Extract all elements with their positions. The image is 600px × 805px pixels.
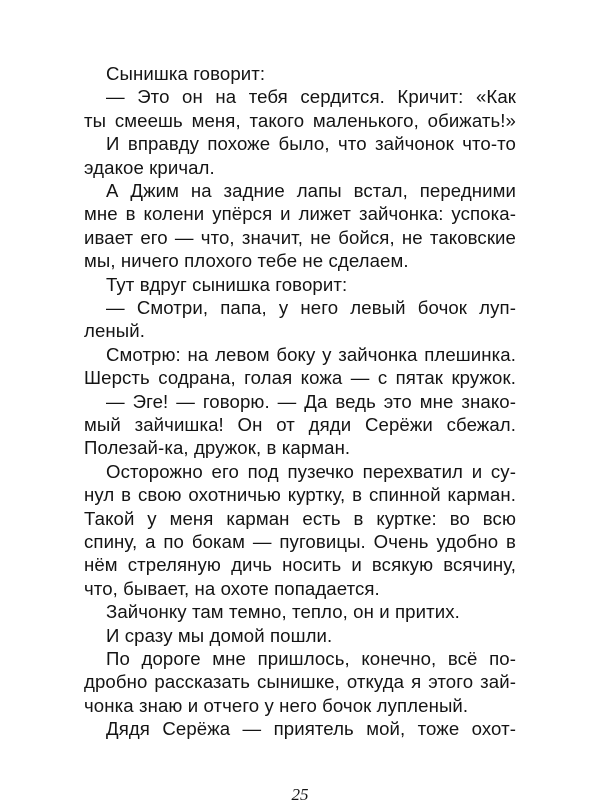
text-line: Тут вдруг сынишка говорит: — [106, 273, 348, 295]
text-line: — Это он на тебя сердится. Кричит: «Как — [106, 86, 516, 108]
text-line: И вправду похоже было, что зайчонок что-то — [106, 133, 516, 155]
text-line: Шерсть содрана, голая кожа — с пятак кружок. — [84, 367, 516, 389]
text-line: — Эге! — говорю. — Да ведь это мне знако- — [106, 390, 516, 412]
text-line: дробно рассказать сынишке, откуда я этого зай- — [84, 671, 516, 693]
text-line: мый зайчишка! Он от дяди Серёжи сбежал. — [84, 414, 516, 435]
text-line: Дядя Серёжа — приятель мой, тоже охот- — [106, 718, 516, 740]
text-line: По дороге мне пришлось, конечно, всё по- — [106, 648, 516, 669]
text-line: Зайчонку там темно, тепло, он и притих. — [106, 601, 460, 623]
text-line: эдакое кричал. — [84, 156, 215, 178]
text-line: мы, ничего плохого тебе не сделаем. — [84, 250, 409, 272]
text-line: леный. — [84, 320, 145, 342]
text-line: А Джим на задние лапы встал, передними — [106, 180, 516, 201]
text-line: ты смеешь меня, такого маленького, обижать!» — [84, 109, 516, 131]
text-line: чонка знаю и отчего у него бочок лупленый. — [84, 694, 469, 716]
text-line: спину, а по бокам — пуговицы. Очень удобно в — [84, 531, 516, 552]
text-line: Сынишка говорит: — [106, 63, 266, 84]
text-line: Смотрю: на левом боку у зайчонка плешинка. — [106, 343, 516, 365]
text-line: мне в колени упёрся и лижет зайчонка: успока- — [84, 203, 516, 225]
text-line: нул в свою охотничью куртку, в спинной карман. — [84, 484, 516, 506]
text-line: Полезай-ка, дружок, в карман. — [84, 437, 351, 459]
text-line: что, бывает, на охоте попадается. — [84, 577, 380, 599]
text-line: Такой у меня карман есть в куртке: во всю — [84, 507, 516, 529]
text-line: И сразу мы домой пошли. — [106, 624, 333, 646]
text-line: ивает его — что, значит, не бойся, не таковские — [84, 226, 516, 248]
text-line: — Смотри, папа, у него левый бочок луп- — [106, 297, 516, 318]
page-number: 25 — [291, 784, 309, 804]
text-line: Осторожно его под пузечко перехватил и су- — [106, 460, 516, 482]
text-line: нём стреляную дичь носить и всякую всячину, — [84, 554, 516, 576]
